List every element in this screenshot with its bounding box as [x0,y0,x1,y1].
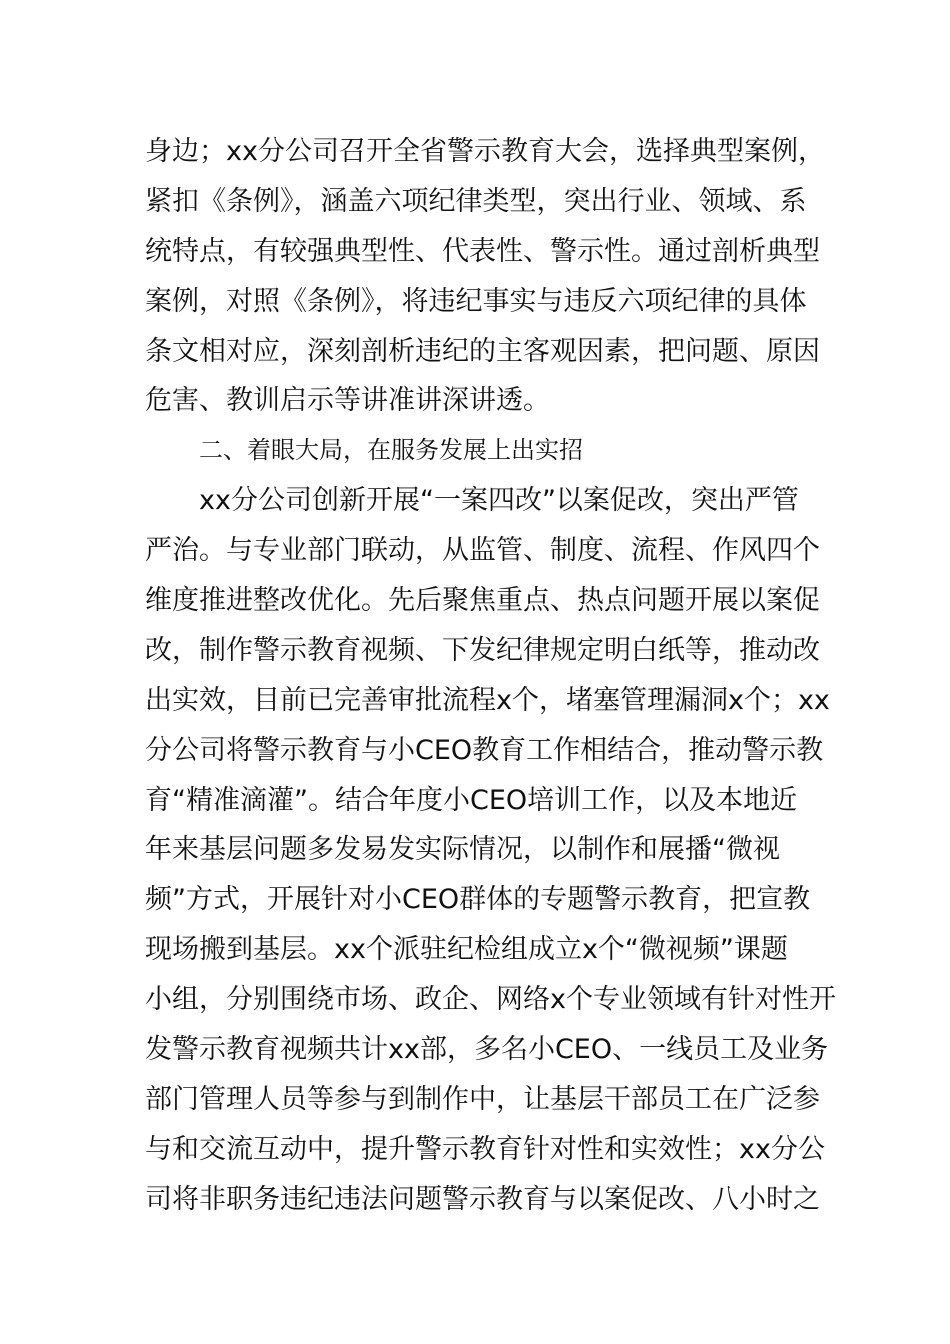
text-line: 统特点，有较强典型性、代表性、警示性。通过剖析典型 [145,235,820,267]
text-line: 小组，分别围绕市场、政企、网络x个专业领域有针对性开 [145,984,836,1016]
text-line: 与和交流互动中，提升警示教育针对性和实效性；xx分公 [145,1133,825,1165]
section-heading: 二、着眼大局，在服务发展上出实招 [199,436,583,465]
text-line: 分公司将警示教育与小CEO教育工作相结合，推动警示教 [145,734,824,766]
text-line: 改，制作警示教育视频、下发纪律规定明白纸等，推动改 [145,634,820,666]
text-line: 维度推进整改优化。先后聚焦重点、热点问题开展以案促 [145,585,820,617]
text-line: 条文相对应，深刻剖析违纪的主客观因素，把问题、原因 [145,335,820,367]
text-line: 发警示教育视频共计xx部，多名小CEO、一线员工及业务 [145,1034,829,1066]
paragraph-first-line: xx分公司创新开展“一案四改”以案促改，突出严管 [199,485,799,517]
text-line: 身边；xx分公司召开全省警示教育大会，选择典型案例， [145,136,825,167]
text-line: 现场搬到基层。xx个派驻纪检组成立x个“微视频”课题 [145,934,788,966]
text-line: 频”方式，开展针对小CEO群体的专题警示教育，把宣教 [145,884,811,916]
text-line: 危害、教训启示等讲准讲深讲透。 [145,385,550,417]
text-line: 出实效，目前已完善审批流程x个，堵塞管理漏洞x个；xx [145,684,830,716]
document-body [145,127,836,1225]
text-line: 司将非职务违纪违法问题警示教育与以案促改、八小时之 [145,1183,820,1215]
text-line: 严治。与专业部门联动，从监管、制度、流程、作风四个 [145,535,820,567]
text-line: 部门管理人员等参与到制作中，让基层干部员工在广泛参 [145,1083,820,1115]
text-line: 紧扣《条例》，涵盖六项纪律类型，突出行业、领域、系 [145,185,807,217]
text-line: 育“精准滴灌”。结合年度小CEO培训工作，以及本地近 [145,784,798,816]
text-line: 案例，对照《条例》，将违纪事实与违反六项纪律的具体 [145,285,807,317]
text-line: 年来基层问题多发易发实际情况，以制作和展播“微视 [145,834,780,866]
